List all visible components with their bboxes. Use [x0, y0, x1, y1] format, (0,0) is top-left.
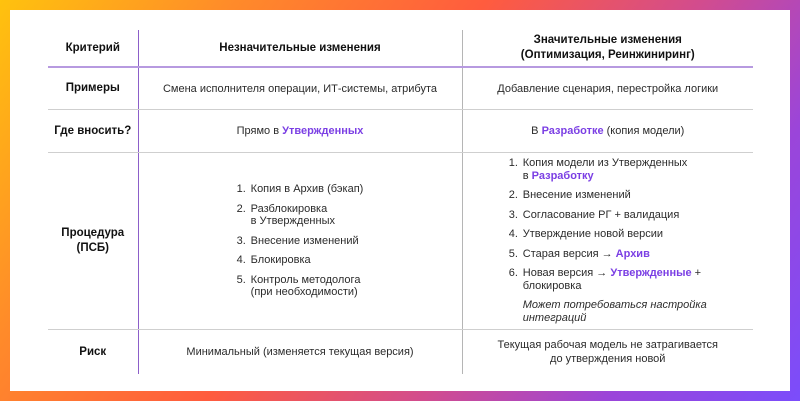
header-major-line1: Значительные изменения: [533, 34, 682, 46]
step-number: 4.: [236, 254, 246, 267]
major-steps-list: [509, 157, 707, 325]
step-text: Согласование РГ + валидация: [522, 208, 680, 221]
step-text-suffix: +: [691, 267, 702, 279]
note-line2: интеграций: [522, 312, 587, 324]
header-major-changes: [462, 30, 753, 67]
step-number: 2.: [236, 202, 246, 215]
procedure-label-line2: (ПСБ): [76, 242, 109, 254]
step-text-prefix: Новая версия →: [522, 267, 611, 279]
major-step: [509, 157, 707, 182]
step-text: Внесение изменений: [250, 234, 359, 247]
criterion-where: Где вносить?: [48, 110, 138, 153]
table-row-where: [48, 110, 753, 153]
step-number: 4.: [508, 228, 518, 240]
step-number: 3.: [508, 208, 518, 221]
table-row-procedure: [48, 153, 753, 330]
table-row-risk: [48, 330, 753, 375]
step-number: 3.: [236, 234, 246, 247]
risk-major: [462, 330, 753, 375]
step-text: [523, 267, 701, 292]
where-major-prefix: В: [531, 125, 542, 137]
step-text-highlight: Архив: [615, 247, 650, 260]
where-major-suffix: (копия модели): [603, 125, 685, 137]
header-minor-changes: Незначительные изменения: [138, 30, 462, 67]
major-step: [509, 189, 707, 202]
step-number: 1.: [508, 157, 518, 169]
step-text-highlight: Утвержденные: [610, 267, 692, 279]
major-step: [509, 248, 707, 261]
step-text-line2: в Утвержденных: [250, 215, 335, 228]
comparison-table: [48, 30, 753, 374]
minor-step: [237, 254, 364, 267]
step-number: 6.: [508, 267, 518, 279]
minor-step: [237, 203, 364, 228]
minor-step: [237, 235, 364, 248]
criterion-examples: Примеры: [48, 67, 138, 110]
step-text-line1: Контроль методолога: [250, 273, 361, 286]
where-minor-highlight: Утвержденных: [282, 125, 364, 137]
major-step: [509, 267, 707, 292]
where-major: [462, 110, 753, 153]
step-text-line1: Копия модели из Утвержденных: [522, 157, 688, 169]
table-header-row: [48, 30, 753, 67]
risk-major-line2: до утверждения новой: [550, 353, 666, 365]
minor-step: [237, 274, 364, 299]
content-panel: [10, 10, 790, 391]
step-text-line2: (при необходимости): [250, 286, 358, 299]
step-text-line2: блокировка: [522, 279, 582, 292]
step-text: Внесение изменений: [522, 189, 631, 201]
major-step: [509, 228, 707, 241]
step-text: [523, 248, 650, 261]
where-major-highlight: Разработке: [541, 125, 604, 137]
criterion-procedure: [48, 153, 138, 330]
step-text-prefix: в: [522, 169, 532, 182]
step-text: Копия в Архив (бэкап): [250, 183, 364, 196]
step-number: 1.: [236, 183, 246, 196]
header-criterion: Критерий: [48, 30, 138, 67]
where-minor: [138, 110, 462, 153]
criterion-risk: Риск: [79, 346, 107, 358]
step-text: Утверждение новой версии: [522, 228, 664, 240]
risk-major-line1: Текущая рабочая модель не затрагивается: [497, 339, 718, 351]
examples-major: Добавление сценария, перестройка логики: [462, 67, 753, 110]
minor-steps-list: [237, 183, 364, 299]
step-text: Блокировка: [250, 254, 311, 267]
header-major-line2: (Оптимизация, Реинжиниринг): [520, 49, 695, 61]
procedure-label-line1: Процедура: [61, 227, 125, 239]
step-text: [251, 203, 335, 228]
table-row-examples: [48, 67, 753, 110]
risk-minor: Минимальный (изменяется текущая версия): [138, 330, 462, 375]
examples-minor: Смена исполнителя операции, ИТ-системы, атрибута: [138, 67, 462, 110]
major-step: [509, 209, 707, 222]
step-number: 5.: [508, 247, 518, 260]
step-number: 2.: [508, 189, 518, 201]
integration-note: [523, 299, 707, 325]
step-text-highlight: Разработку: [531, 169, 594, 182]
step-text: [523, 157, 688, 182]
minor-step: [237, 183, 364, 196]
procedure-major: [462, 153, 753, 330]
note-line1: Может потребоваться настройка: [522, 299, 707, 311]
procedure-minor: [138, 153, 462, 330]
where-minor-prefix: Прямо в: [236, 125, 283, 137]
step-text: [251, 274, 361, 299]
step-text-prefix: Старая версия →: [522, 247, 616, 260]
step-text-line1: Разблокировка: [250, 202, 328, 215]
step-number: 5.: [236, 273, 246, 286]
